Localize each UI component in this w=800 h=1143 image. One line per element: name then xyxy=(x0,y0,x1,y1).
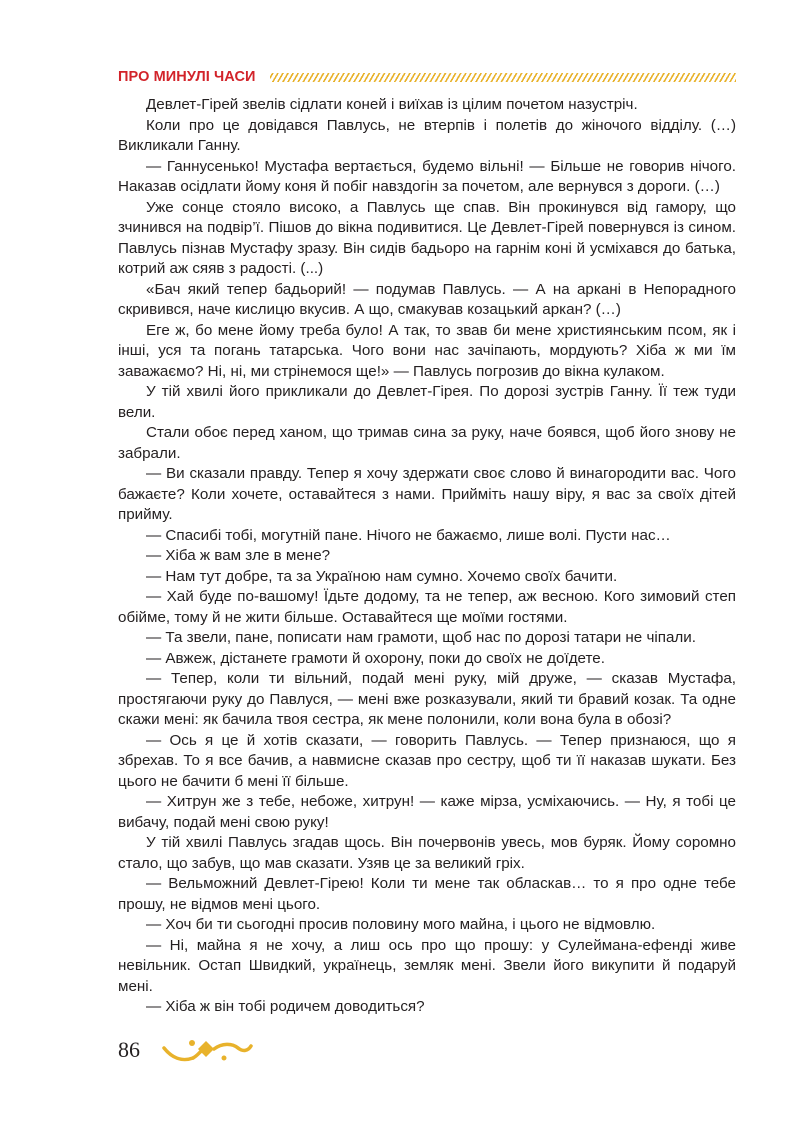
paragraph: — Ні, майна я не хочу, а лиш ось про що прошу: у Сулеймана-ефенді живе невільник. Остап Швидкий, українець, земляк мені. Звели його викупити й подаруй мені. xyxy=(118,936,736,995)
decorative-hatch-rule xyxy=(270,73,736,82)
paragraph: — Хіба ж вам зле в мене? xyxy=(146,547,331,564)
paragraph: — Спасибі тобі, могутній пане. Нічого не бажаємо, лише волі. Пусти нас… xyxy=(146,526,671,544)
paragraph: — Ганнусенько! Мустафа вертається, будемо вільні! — Більше не говорив нічого. Наказав осідлати йому коня й побіг навздогін за почетом, але вернувся з дороги. (…) xyxy=(118,157,736,195)
paragraph: — Хай буде по-вашому! Їдьте додому, та не тепер, аж весною. Кого зимовий степ обійме, тому й не жити більше. Оставайтеся ще моїми гостями. xyxy=(118,588,736,626)
paragraph: — Ось я це й хотів сказати, — говорить Павлусь. — Тепер признаюся, що я збрехав. То я все бачив, а навмисне сказав про сестру, щоб ти її наказав шукати. Без цього не бачити б мені її більше. xyxy=(118,731,736,790)
running-header xyxy=(118,66,736,88)
paragraph: — Нам тут добре, та за Україною нам сумно. Хочемо своїх бачити. xyxy=(146,567,618,585)
paragraph: — Ви сказали правду. Тепер я хочу здержати своє слово й винагородити вас. Чого бажаєте? Коли хочете, оставайтеся з нами. Прийміть нашу віру, я вас за своїх дітей прийму. xyxy=(118,465,736,523)
section-title: ПРО МИНУЛІ ЧАСИ xyxy=(118,69,256,85)
paragraph: Девлет-Гірей звелів сідлати коней і виїхав із цілим почетом назустріч. xyxy=(146,96,638,113)
paragraph: У тій хвилі Павлусь згадав щось. Він почервонів увесь, мов буряк. Йому соромно стало, що забув, що мав сказати. Узяв це за великий гріх. xyxy=(118,834,736,872)
paragraph: Еге ж, бо мене йому треба було! А так, то звав би мене християнським псом, як і інші, уся та погань татарська. Чого вони нас зачіпають, мордують? Хіба ж ми їм заважаємо? Ні, ні, ми стрінемося ще!» — Павлусь погрозив до вікна кулаком. xyxy=(118,321,736,380)
paragraph: — Авжеж, дістанете грамоти й охорону, поки до своїх не доїдете. xyxy=(146,649,605,667)
page-number: 86 xyxy=(118,1037,140,1062)
paragraph: — Хіба ж він тобі родичем доводиться? xyxy=(146,998,425,1015)
paragraph: Коли про це довідався Павлусь, не втерпів і полетів до жіночого відділу. (…) Викликали Ганну. xyxy=(118,116,736,154)
paragraph: — Хоч би ти сьогодні просив половину мого майна, і цього не відмовлю. xyxy=(146,916,656,933)
paragraph: «Бач який тепер бадьорий! — подумав Павлусь. — А на аркані в Непорадного скривився, наче кислицю вкусив. А що, смакував козацький аркан? (…) xyxy=(118,280,736,318)
paragraph: — Вельможний Девлет-Гірею! Коли ти мене так обласкав… то я про одне тебе прошу, не відмов мені цього. xyxy=(118,875,736,913)
story-text xyxy=(118,95,736,1018)
page-ornament-icon xyxy=(162,1034,254,1068)
paragraph: Уже сонце стояло високо, а Павлусь ще спав. Він прокинувся від гамору, що зчинився на подвір’ї. Пішов до вікна подивитися. Це Девлет-Гірей повернувся із сином. Павлусь пізнав Мустафу зразу. Він сидів бадьоро на гарнім коні й усміхався до батька, котрий аж сяяв з радості. (...) xyxy=(118,198,736,277)
paragraph: — Та звели, пане, пописати нам грамоти, щоб нас по дорозі татари не чіпали. xyxy=(146,629,696,646)
paragraph: — Хитрун же з тебе, небоже, хитрун! — каже мірза, усміхаючись. — Ну, я тобі це вибачу, подай мені свою руку! xyxy=(118,793,736,831)
paragraph: — Тепер, коли ти вільний, подай мені руку, мій друже, — сказав Мустафа, простягаючи руку до Павлуся, — мені вже розказували, який ти бравий козак. Та одне скажи мені: як бачила твоя сестра, як мене полонили, коли вона була в обозі? xyxy=(118,670,736,728)
paragraph: У тій хвилі його прикликали до Девлет-Гірея. По дорозі зустрів Ганну. Її теж туди вели. xyxy=(118,383,736,421)
paragraph: Стали обоє перед ханом, що тримав сина за руку, наче боявся, щоб його знову не забрали. xyxy=(118,424,736,462)
